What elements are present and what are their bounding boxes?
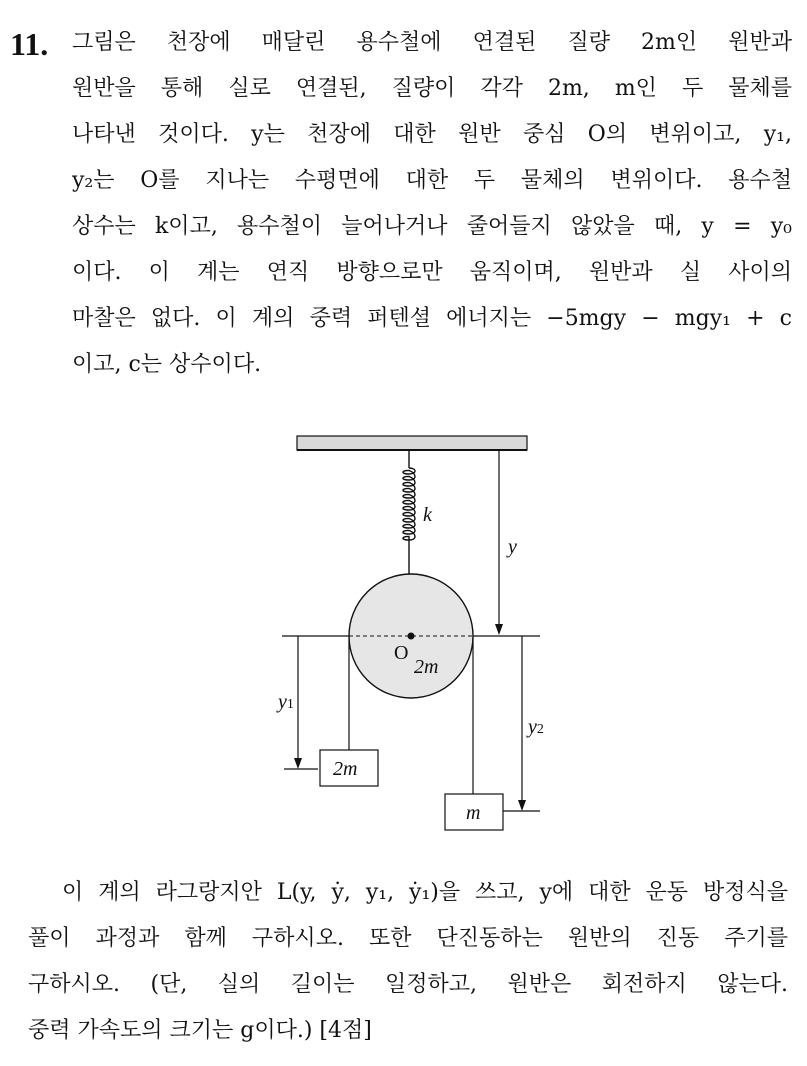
figure-drawing [270,428,560,858]
right-block-label: m [466,802,481,824]
problem-line: 그림은 천장에 매달린 용수철에 연결된 질량 2m인 원반과 [72,30,792,55]
problem-line: 이다. 이 계는 연직 방향으로만 움직이며, 원반과 실 사이의 [72,260,792,285]
y2-label: y2 [528,716,544,738]
question-line: 구하시오. (단, 실의 길이는 일정하고, 원반은 회전하지 않는다. [28,972,788,997]
problem-number: 11. [10,26,49,62]
problem-line: 원반을 통해 실로 연결된, 질량이 각각 2m, m인 두 물체를 [72,76,792,101]
problem-line: 이고, c는 상수이다. [72,352,262,377]
center-point [408,633,415,640]
y-label: y [508,536,517,558]
question-line: 이 계의 라그랑지안 L(y, ẏ, y₁, ẏ₁)을 쓰고, y에 대한 운동 방정식을 [62,880,788,905]
problem-line: y₂는 O를 지나는 수평면에 대한 두 물체의 변위이다. 용수철 [72,168,792,193]
pulley-spring-figure [270,428,560,858]
problem-line: 나타낸 것이다. y는 천장에 대한 원반 중심 O의 변위이고, y₁, [72,122,792,147]
spring-constant-label: k [423,504,432,526]
problem-line: 상수는 k이고, 용수철이 늘어나거나 줄어들지 않았을 때, y = y₀ [72,214,792,239]
question-line: 풀이 과정과 함께 구하시오. 또한 단진동하는 원반의 진동 주기를 [28,926,788,951]
left-block-label: 2m [333,758,358,780]
disk-mass-label: 2m [414,656,439,678]
question-line: 중력 가속도의 크기는 g이다.) [4점] [28,1018,372,1043]
y-displacement-arrow [495,450,503,635]
y1-label: y1 [278,691,294,713]
center-label: O [394,642,409,664]
ceiling [297,436,527,450]
problem-line: 마찰은 없다. 이 계의 중력 퍼텐셜 에너지는 −5mgy − mgy₁ + c [72,306,792,331]
